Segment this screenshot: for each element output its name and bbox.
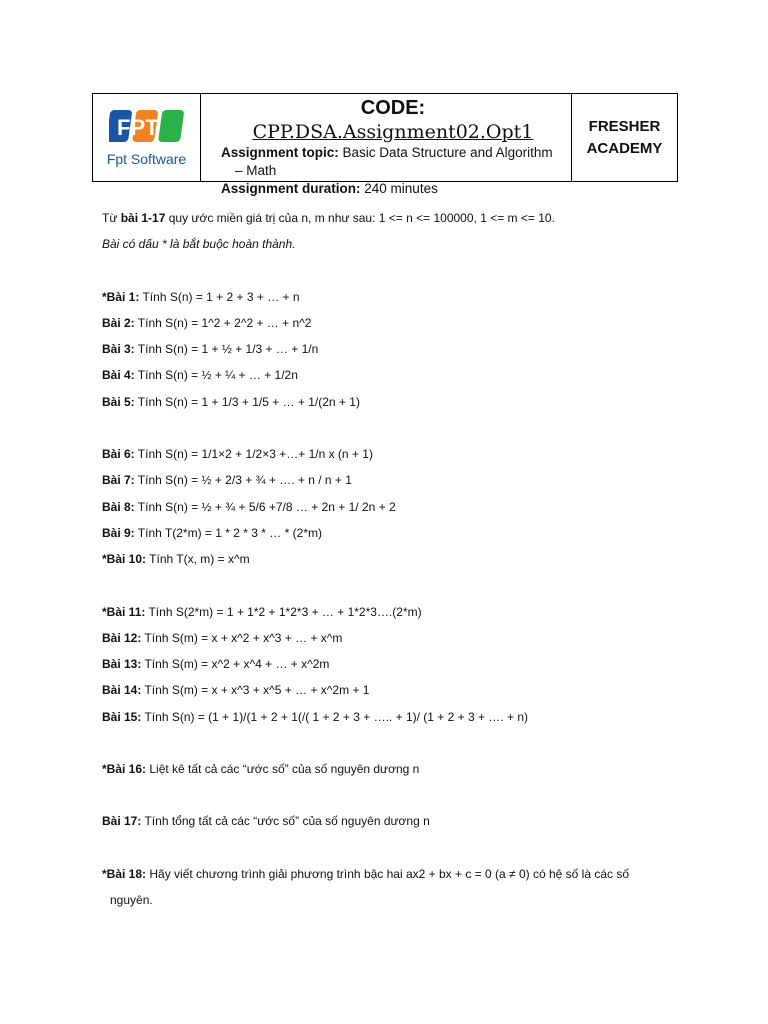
exercise-item [102,497,722,523]
exercise-label: Bài 8: [102,499,135,514]
fresher-label: FRESHER [588,117,661,135]
exercise-item [102,365,722,391]
exercise-text: Liệt kê tất cả các “ước số” của số nguyên dương n [146,762,420,777]
logo-cell [93,94,201,181]
duration-label: Assignment duration: [221,181,361,196]
topic-value: Basic Data Structure and Algorithm [342,145,553,160]
exercise-text: Tính tổng tất cả các “ước số” của số nguyên dương n [141,814,430,829]
exercise-label: *Bài 16: [102,762,147,777]
logo-letters: FPT [117,115,159,140]
exercise-label: Bài 12: [102,630,142,645]
exercise-item [102,339,722,365]
duration-line [221,180,565,198]
exercise-label: *Bài 18: [102,866,147,881]
exercise-label: Bài 9: [102,525,135,540]
exercise-item [102,313,722,339]
exercise-item [102,392,722,418]
exercise-content [102,208,722,916]
exercise-label: Bài 6: [102,447,135,462]
exercise-label: *Bài 11: [102,604,146,619]
exercise-text: Tính S(n) = ½ + ¾ + 5/6 +7/8 … + 2n + 1/ 2n + 2 [134,499,396,514]
exercise-label: *Bài 10: [102,552,147,567]
exercise-text: Tính S(n) = 1/1×2 + 1/2×3 +…+ 1/n x (n + 1) [134,447,373,462]
required-note: Bài có dấu * là bắt buộc hoàn thành. [102,237,296,252]
exercise-item [102,444,722,470]
range-rest: quy ước miền giá trị của n, m như sau: 1 <= n <= 100000, 1 <= m <= 10. [165,211,555,225]
topic-continuation: – Math [235,163,277,178]
exercise-text: Tính S(m) = x + x^2 + x^3 + … + x^m [141,630,343,645]
range-note [102,208,722,234]
exercise-label: Bài 2: [102,315,135,330]
logo-caption: Fpt Software [106,151,187,167]
assignment-header-table [92,93,678,196]
topic-line [221,144,565,162]
exercise-text: Tính S(n) = 1 + 1/3 + 1/5 + … + 1/(2n + 1) [134,394,360,409]
exercise-item [102,707,722,733]
code-line [221,96,565,144]
exercise-label: Bài 13: [102,657,142,672]
exercise-item [102,654,722,680]
exercise-label: Bài 5: [102,394,135,409]
exercise-item [102,549,722,575]
exercise-text: Tính S(n) = ½ + ¼ + … + 1/2n [134,368,298,383]
topic-label: Assignment topic: [221,145,339,160]
exercise-item [102,470,722,496]
exercise-item [102,523,722,549]
fpt-logo-icon [109,106,185,146]
exercise-text: Tính T(x, m) = x^m [146,552,250,567]
range-prefix: Từ [102,211,121,225]
exercise-item [102,864,722,890]
exercise-text: Tính S(m) = x^2 + x^4 + … + x^2m [141,657,330,672]
exercise-continuation: nguyên. [110,892,153,907]
academy-cell [572,94,677,181]
exercise-text: Tính S(n) = ½ + 2/3 + ¾ + …. + n / n + 1 [134,473,352,488]
exercise-item [102,287,722,313]
duration-value: 240 minutes [364,181,438,196]
exercise-text: Hãy viết chương trình giải phương trình bậc hai ax2 + bx + c = 0 (a ≠ 0) có hệ số là các số [146,866,630,881]
range-bold: bài 1-17 [120,211,166,225]
exercise-item [102,628,722,654]
code-value: CPP.DSA.Assignment02.Opt1 [252,121,534,143]
assignment-info-cell [201,94,572,196]
exercise-label: Bài 3: [102,342,135,357]
exercise-label: Bài 4: [102,368,135,383]
exercise-item [102,759,722,785]
exercise-text: Tính S(2*m) = 1 + 1*2 + 1*2*3 + … + 1*2*3….(2*m) [145,604,422,619]
exercise-text: Tính T(2*m) = 1 * 2 * 3 * … * (2*m) [134,525,322,540]
code-label: CODE: [360,97,426,119]
exercise-label: Bài 17: [102,814,142,829]
exercise-text: Tính S(m) = x + x^3 + x^5 + … + x^2m + 1 [141,683,370,698]
exercise-label: *Bài 1: [102,289,140,304]
academy-label: ACADEMY [586,139,663,157]
exercise-label: Bài 15: [102,709,142,724]
exercise-item [102,602,722,628]
exercise-label: Bài 14: [102,683,142,698]
exercise-text: Tính S(n) = 1 + 2 + 3 + … + n [139,289,300,304]
exercise-text: Tính S(n) = (1 + 1)/(1 + 2 + 1(/( 1 + 2 + 3 + ….. + 1)/ (1 + 2 + 3 + …. + n) [141,709,529,724]
exercise-text: Tính S(n) = 1^2 + 2^2 + … + n^2 [134,315,312,330]
exercise-item [102,811,722,837]
exercise-item [102,680,722,706]
exercise-label: Bài 7: [102,473,135,488]
exercise-text: Tính S(n) = 1 + ½ + 1/3 + … + 1/n [134,342,319,357]
